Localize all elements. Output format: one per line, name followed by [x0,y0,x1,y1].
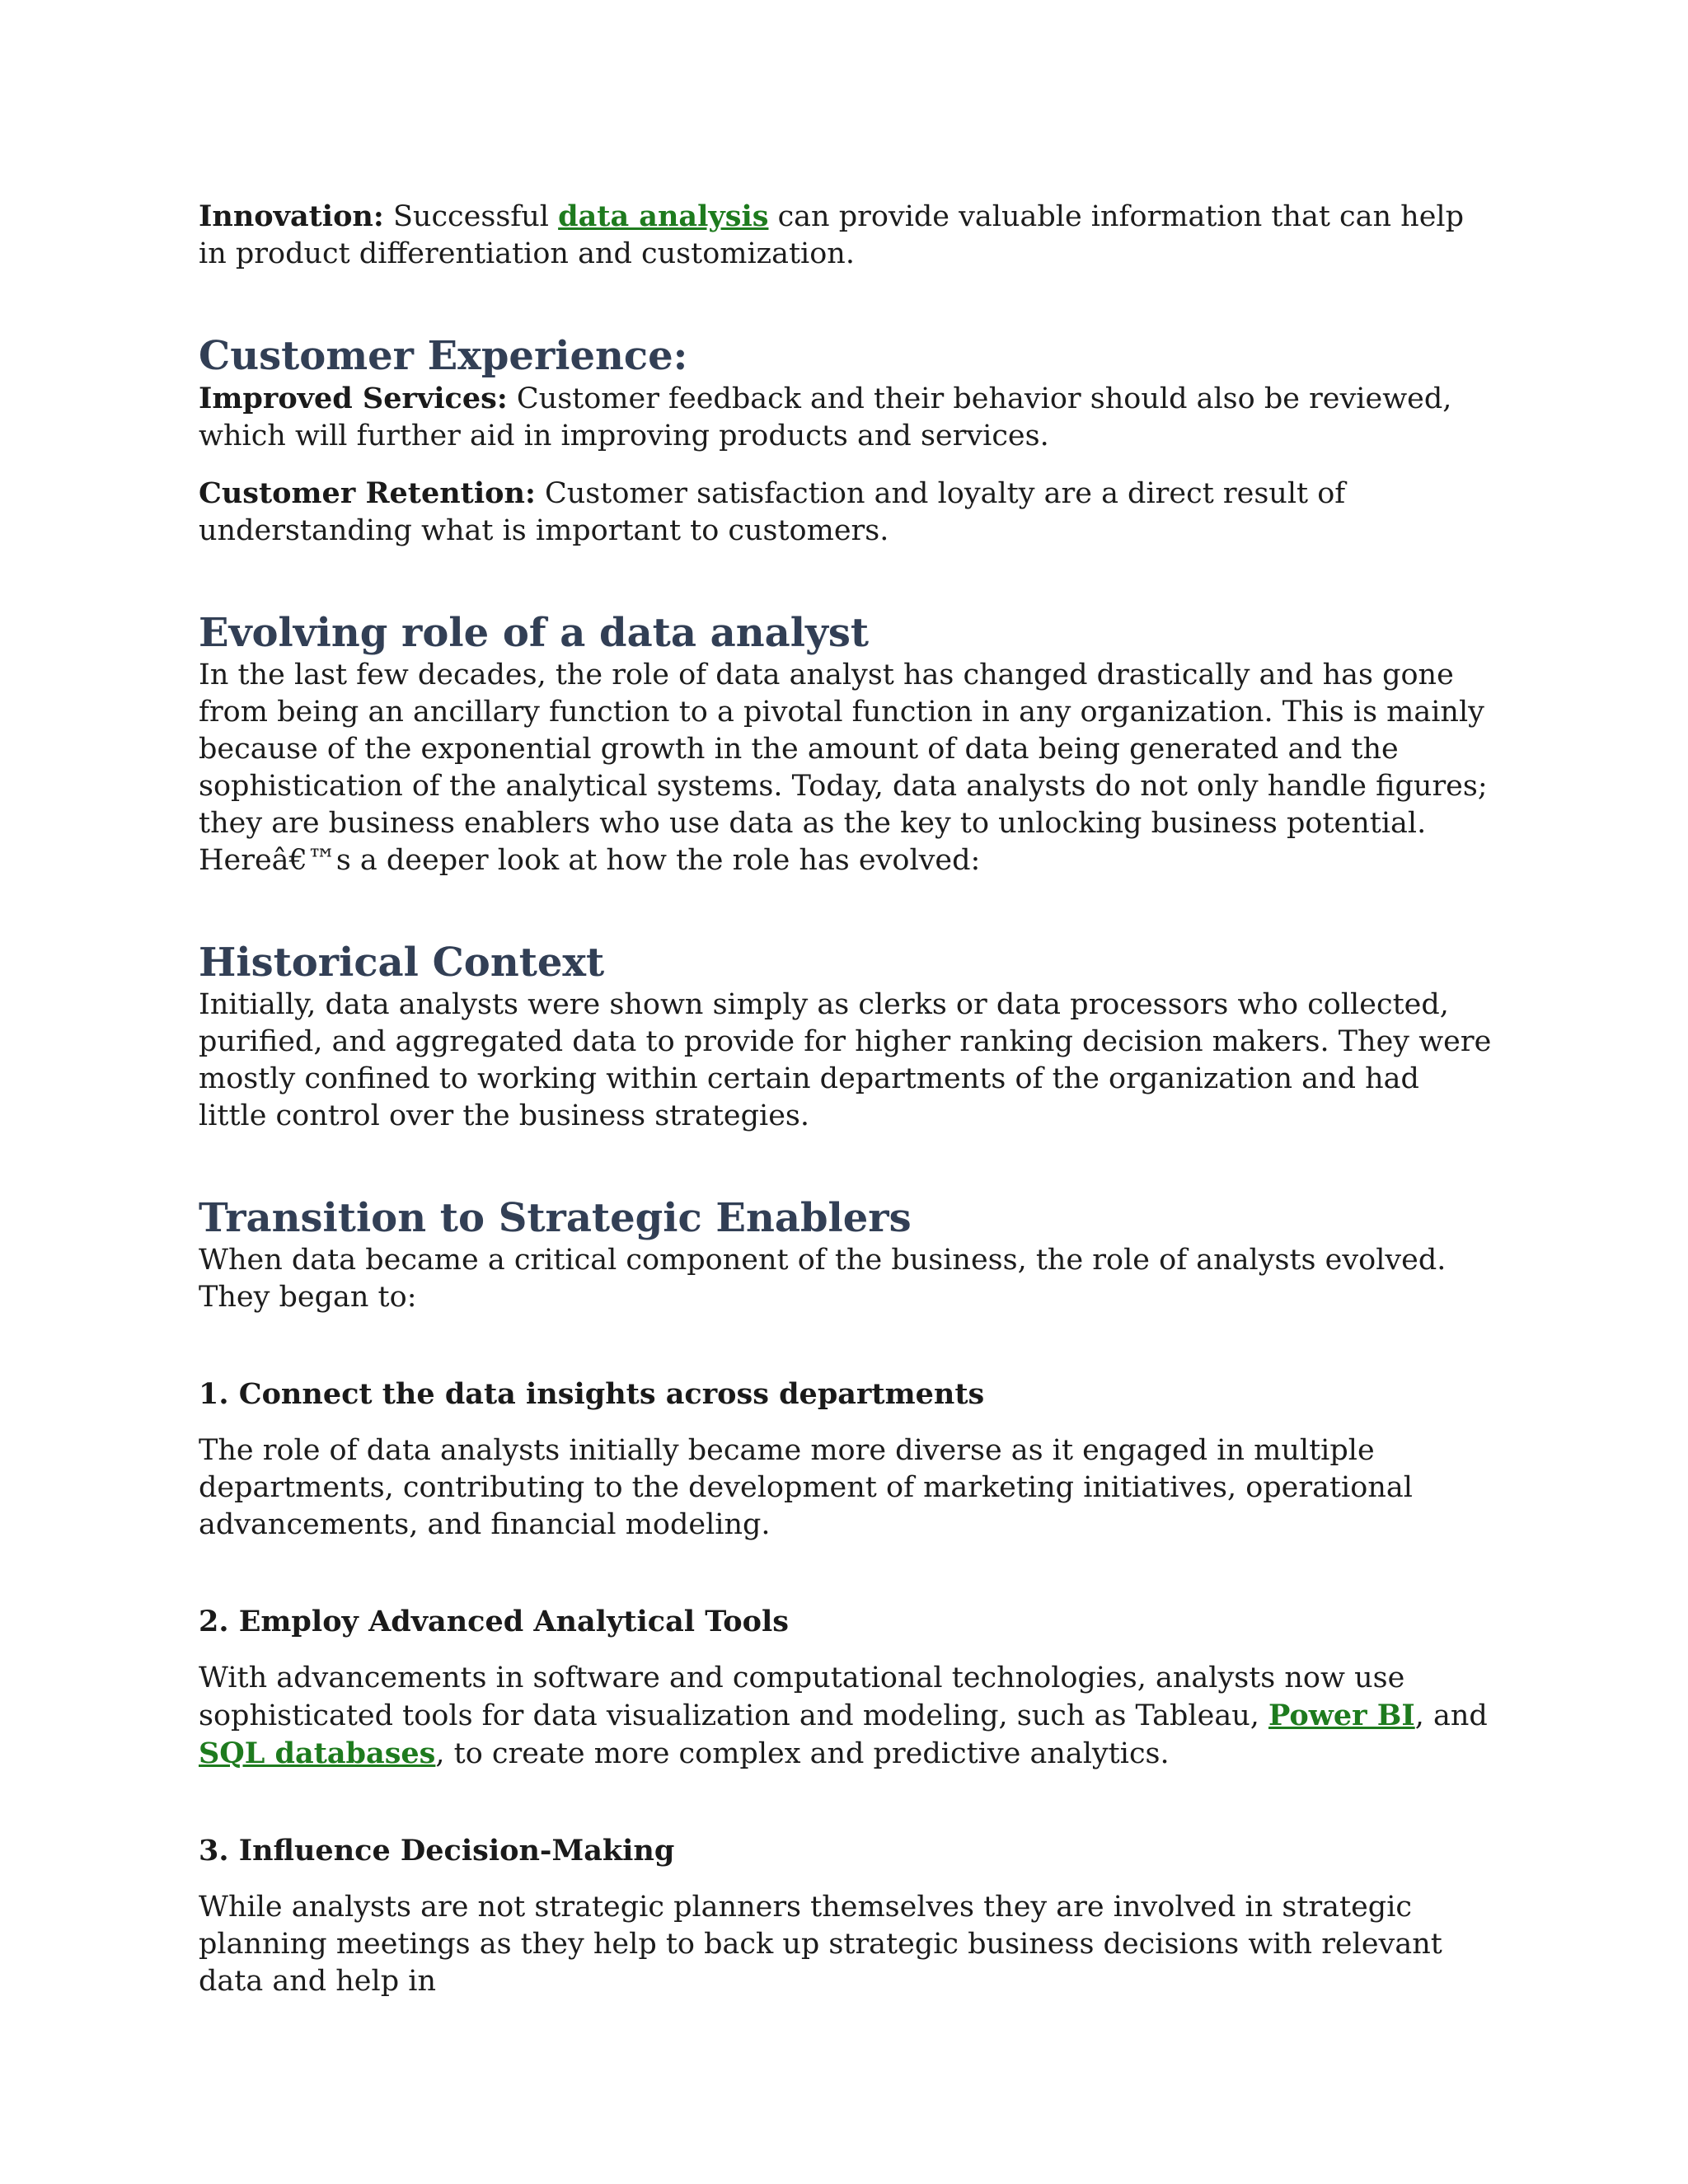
power-bi-link[interactable]: Power BI [1268,1699,1415,1732]
innovation-text-after: can provide valuable information that can help in product differentiation and customization. [199,200,1465,270]
customer-experience-heading: Customer Experience: [199,333,688,379]
sql-databases-link[interactable]: SQL databases [199,1736,436,1770]
improved-services-text: Customer feedback and their behavior should also be reviewed, which will further aid in improving products and services. [199,382,1452,452]
employ-tools-text-between: , and [1414,1699,1488,1732]
transition-heading: Transition to Strategic Enablers [199,1195,912,1241]
customer-retention-text: Customer satisfaction and loyalty are a direct result of understanding what is important to customers. [199,477,1346,547]
historical-context-heading: Historical Context [199,940,605,986]
innovation-text-before: Successful [383,200,559,233]
connect-paragraph: The role of data analysts initially became more diverse as it engaged in multiple departments, contributing to the development of marketing initiatives, operational advancements, and financial modeling. [199,1434,1413,1541]
transition-paragraph: When data became a critical component of the business, the role of analysts evolved. They began to: [199,1244,1447,1314]
document-page [199,198,1493,2000]
customer-retention-term: Customer Retention: [199,476,536,510]
connect-heading: 1. Connect the data insights across departments [199,1377,985,1411]
influence-paragraph: While analysts are not strategic planners themselves they are involved in strategic planning meetings as they help to back up strategic business decisions with relevant data and help in [199,1891,1442,1998]
employ-tools-text-before: With advancements in software and computational technologies, analysts now use sophisticated tools for data visualization and modeling, such as Tableau, [199,1661,1405,1732]
improved-services-paragraph [199,380,1493,455]
employ-tools-text-after: , to create more complex and predictive analytics. [435,1737,1170,1770]
improved-services-term: Improved Services: [199,382,508,415]
employ-tools-paragraph [199,1660,1493,1773]
employ-tools-heading: 2. Employ Advanced Analytical Tools [199,1605,789,1638]
historical-context-paragraph: Initially, data analysts were shown simply as clerks or data processors who collected, purified, and aggregated data to provide for higher ranking decision makers. They were mostly confined to working within certain departments of the organization and had little control over the business strategies. [199,988,1492,1132]
evolving-role-paragraph: In the last few decades, the role of data analyst has changed drastically and has gone from being an ancillary function to a pivotal function in any organization. This is mainly because of the exponential growth in the amount of data being generated and the sophistication of the analytical systems. Today, data analysts do not only handle figures; they are business enablers who use data as the key to unlocking business potential. Hereâ€™s a deeper look at how the role has evolved: [199,658,1488,877]
data-analysis-link[interactable]: data analysis [558,199,769,233]
influence-heading: 3. Influence Decision-Making [199,1834,675,1868]
customer-retention-paragraph [199,475,1493,550]
innovation-paragraph [199,198,1493,273]
evolving-role-heading: Evolving role of a data analyst [199,610,870,656]
innovation-term: Innovation: [199,199,384,233]
